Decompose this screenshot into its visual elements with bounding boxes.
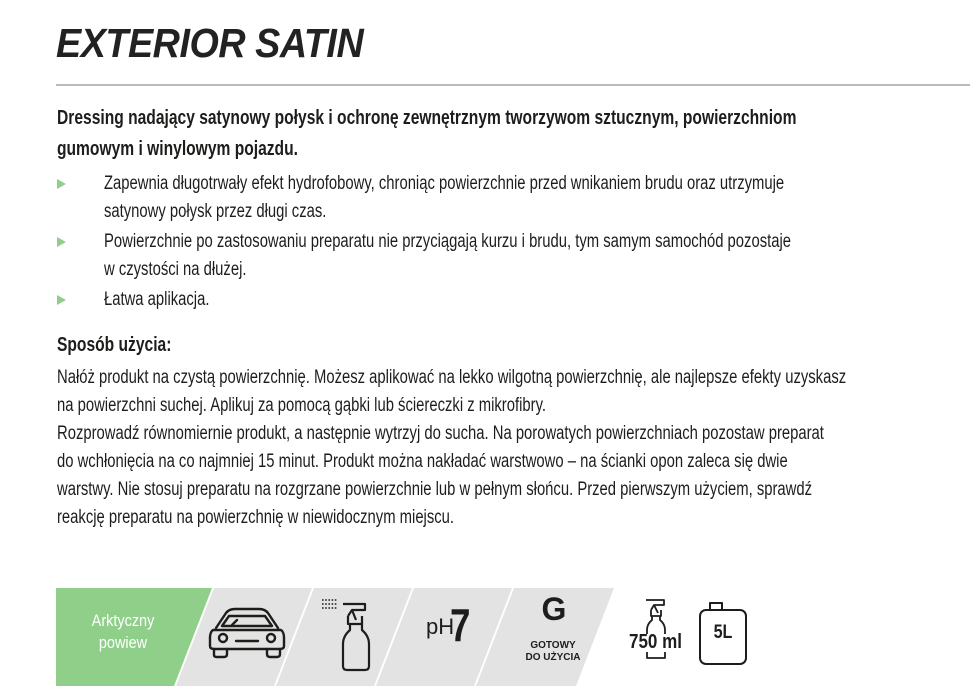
ready-to-use-letter: G: [541, 591, 567, 627]
scent-line: powiew: [98, 633, 148, 652]
usage-heading: Sposób użycia:: [57, 334, 172, 356]
product-intro: [57, 103, 977, 165]
feature-item: [57, 286, 977, 316]
ready-caption-line: DO UŻYCIA: [525, 652, 581, 663]
bullet-arrow-icon: [57, 237, 66, 247]
ph-value: 7: [450, 599, 471, 651]
scent-label: [78, 610, 168, 654]
feature-line: Zapewnia długotrwały efekt hydrofobowy, chroniąc powierzchnie przed wnikaniem brudu oraz utrzymuje: [104, 173, 785, 194]
ready-caption-line: GOTOWY: [530, 640, 576, 651]
feature-item: [57, 170, 977, 228]
intro-line: gumowym i winylowym pojazdu.: [57, 138, 298, 160]
product-title: EXTERIOR SATIN: [56, 20, 364, 66]
product-icon-strip: [0, 586, 977, 686]
usage-line: warstwy. Nie stosuj preparatu na rozgrzane powierzchnie lub w pełnym słońcu. Przed pierwszym użyciem, sprawdź: [57, 479, 813, 500]
feature-item: [57, 228, 977, 286]
usage-line: na powierzchni suchej. Aplikuj za pomocą gąbki lub ściereczki z mikrofibry.: [57, 395, 546, 416]
feature-line: Powierzchnie po zastosowaniu preparatu nie przyciągają kurzu i brudu, tym samym samochód pozostaje: [104, 231, 792, 252]
feature-line: Łatwa aplikacja.: [104, 289, 210, 310]
volume-5l: 5L: [713, 622, 733, 643]
usage-line: reakcję preparatu na powierzchnię w niewidocznym miejscu.: [57, 507, 455, 528]
ph-label: pH: [426, 614, 455, 639]
bullet-arrow-icon: [57, 179, 66, 189]
usage-line: do wchłonięcia na co najmniej 15 minut. Produkt można nakładać warstwowo – na ścianki opon zaleca się dwie: [57, 451, 788, 472]
bullet-arrow-icon: [57, 295, 66, 305]
usage-line: Nałóż produkt na czystą powierzchnię. Możesz aplikować na lekko wilgotną powierzchnię, ale najlepsze efekty uzyskasz: [57, 367, 847, 388]
scent-line: Arktyczny: [91, 611, 155, 630]
feature-line: w czystości na dłużej.: [104, 259, 247, 280]
volume-750ml: 750 ml: [629, 631, 682, 653]
feature-list: [57, 170, 977, 316]
usage-line: Rozprowadź równomiernie produkt, a następnie wytrzyj do sucha. Na porowatych powierzchniach pozostaw preparat: [57, 423, 824, 444]
title-divider: [56, 84, 970, 86]
intro-line: Dressing nadający satynowy połysk i ochronę zewnętrznym tworzywom sztucznym, powierzchniom: [57, 107, 797, 129]
feature-line: satynowy połysk przez długi czas.: [104, 201, 327, 222]
ready-to-use-caption: [515, 640, 591, 664]
usage-text: [57, 364, 977, 532]
